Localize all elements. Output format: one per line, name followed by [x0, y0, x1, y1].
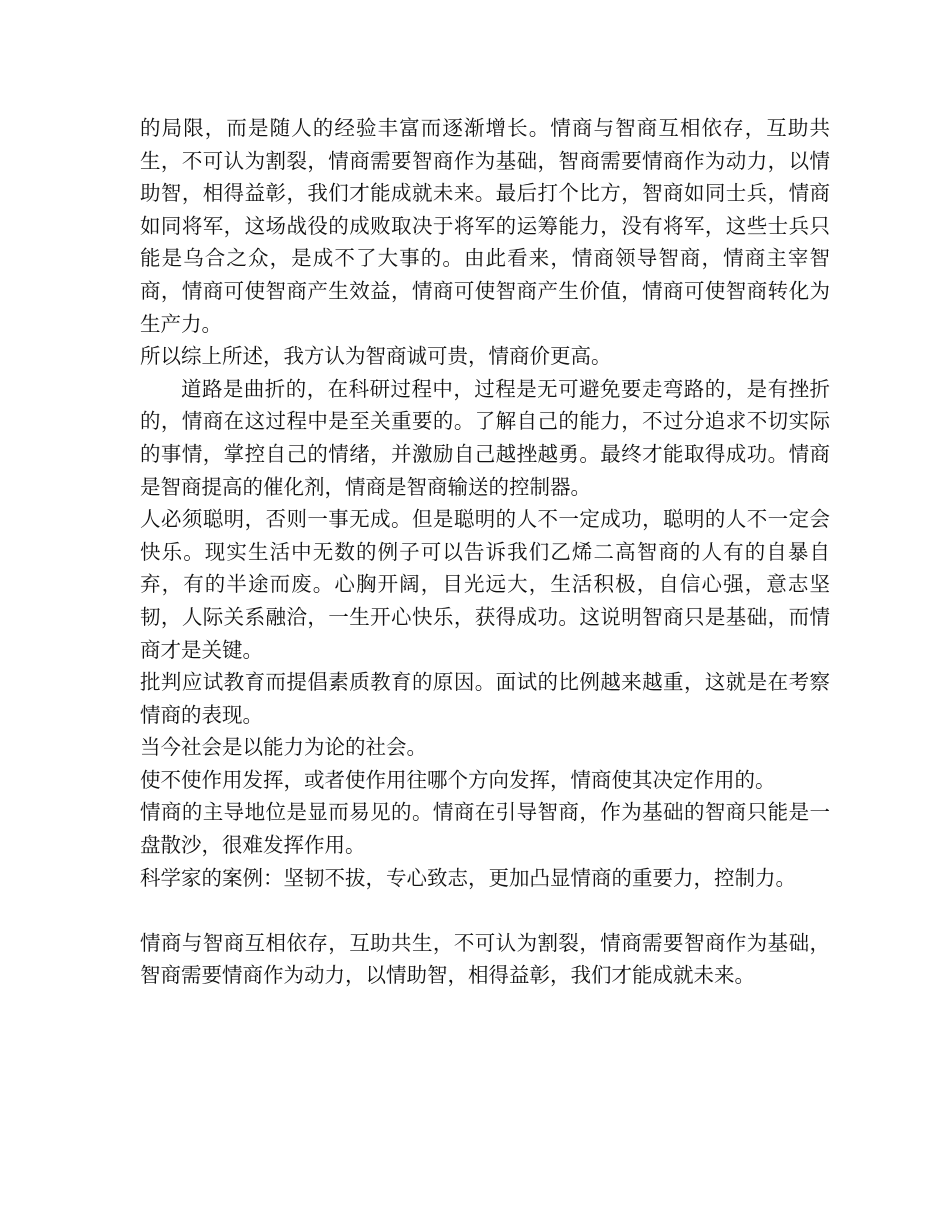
paragraph-2: 所以综上所述，我方认为智商诚可贵，情商价更高。 [140, 344, 612, 369]
paragraph-spacer [140, 894, 830, 927]
document-page [140, 112, 830, 992]
paragraph-8: 情商的主导地位是显而易见的。情商在引导智商，作为基础的智商只能是一盘散沙，很难发挥作用。 [140, 800, 830, 858]
paragraph-10: 情商与智商互相依存，互助共生，不可认为割裂，情商需要智商作为基础，智商需要情商作为动力，以情助智，相得益彰，我们才能成就未来。 [140, 930, 830, 988]
paragraph-9: 科学家的案例：坚韧不拔，专心致志，更加凸显情商的重要力，控制力。 [140, 865, 796, 890]
paragraph-5: 批判应试教育而提倡素质教育的原因。面试的比例越来越重，这就是在考察情商的表现。 [140, 670, 830, 727]
paragraph-3: 道路是曲折的，在科研过程中，过程是无可避免要走弯路的，是有挫折的，情商在这过程中是至关重要的。了解自己的能力，不过分追求不切实际的事情，掌控自己的情绪，并激励自己越挫越勇。最终才能取得成功。情商是智商提高的催化剂，情商是智商输送的控制器。 [140, 376, 830, 499]
paragraph-1: 的局限，而是随人的经验丰富而逐渐增长。情商与智商互相依存，互助共生，不可认为割裂，情商需要智商作为基础，智商需要情商作为动力，以情助智，相得益彰，我们才能成就未来。最后打个比方，智商如同士兵，情商如同将军，这场战役的成败取决于将军的运筹能力，没有将军，这些士兵只能是乌合之众，是成不了大事的。由此看来，情商领导智商，情商主宰智商，情商可使智商产生效益，情商可使智商产生价值，情商可使智商转化为生产力。 [140, 116, 830, 336]
paragraph-4: 人必须聪明，否则一事无成。但是聪明的人不一定成功，聪明的人不一定会快乐。现实生活中无数的例子可以告诉我们乙烯二高智商的人有的自暴自弃，有的半途而废。心胸开阔，目光远大，生活积极，自信心强，意志坚韧，人际关系融洽，一生开心快乐，获得成功。这说明智商只是基础，而情商才是关键。 [140, 507, 830, 662]
paragraph-6: 当今社会是以能力为论的社会。 [140, 735, 427, 760]
paragraph-7: 使不使作用发挥，或者使作用往哪个方向发挥，情商使其决定作用的。 [140, 767, 776, 792]
